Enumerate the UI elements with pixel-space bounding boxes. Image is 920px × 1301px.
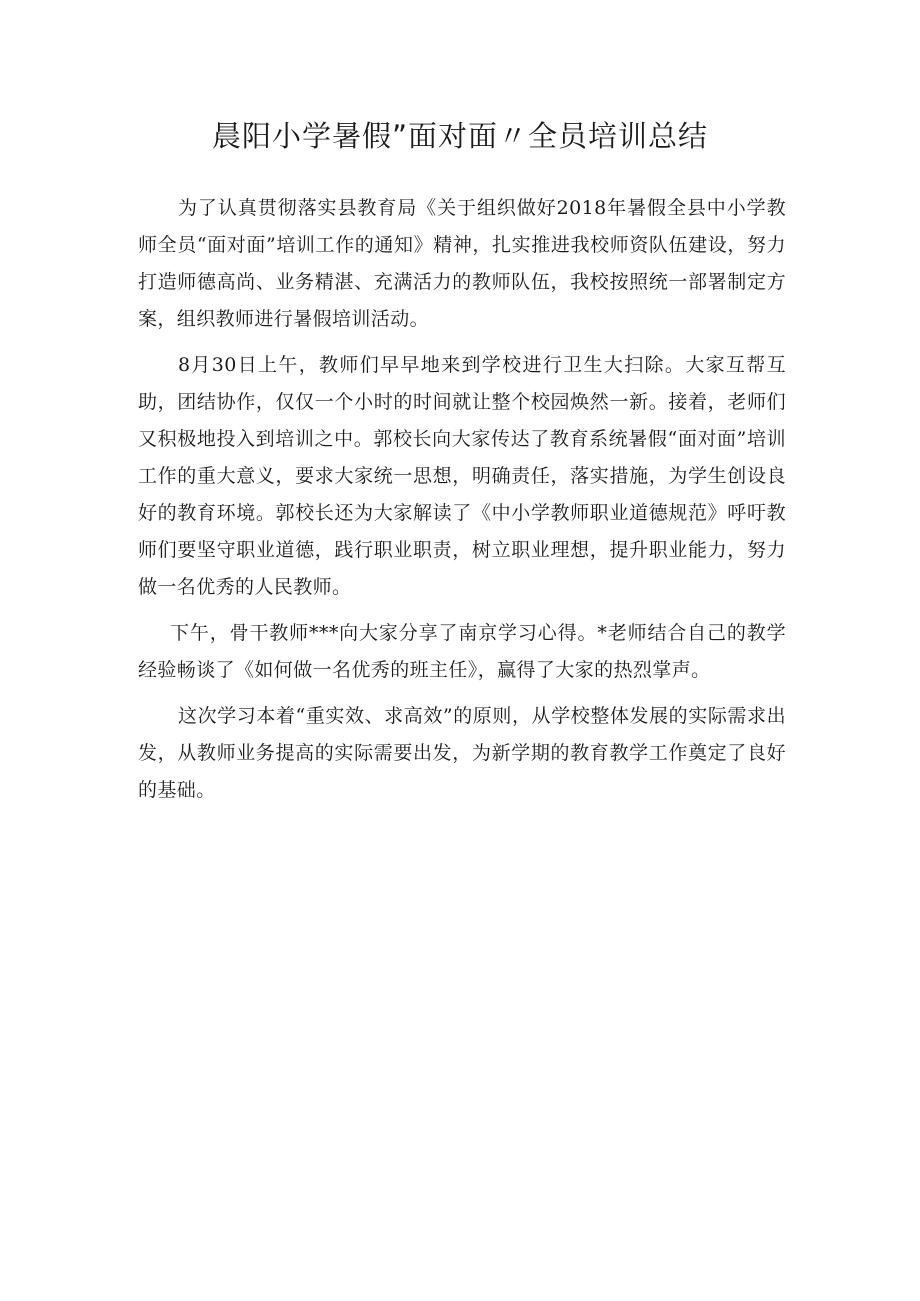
document-title: 晨阳小学暑假”面对面〃全员培训总结: [211, 119, 709, 153]
document-body: [138, 190, 786, 818]
paragraph-afternoon: 下午，骨干教师***向大家分享了南京学习心得。*老师结合自己的教学经验畅谈了《如何做一名优秀的班主任》，赢得了大家的热烈掌声。: [138, 622, 786, 681]
paragraph-conclusion: 这次学习本着“重实效、求高效”的原则，从学校整体发展的实际需求出发，从教师业务提高的实际需要出发，为新学期的教育教学工作奠定了良好的基础。: [138, 705, 786, 801]
paragraph-morning: 8月30日上午，教师们早早地来到学校进行卫生大扫除。大家互帮互助，团结协作，仅仅一个小时的时间就让整个校园焕然一新。接着，老师们又积极地投入到培训之中。郭校长向大家传达了教育系统暑假“面对面”培训工作的重大意义，要求大家统一思想，明确责任，落实措施，为学生创设良好的教育环境。郭校长还为大家解读了《中小学教师职业道德规范》呼吁教师们要坚守职业道德，践行职业职责，树立职业理想，提升职业能力，努力做一名优秀的人民教师。: [138, 354, 786, 598]
paragraph-intro: 为了认真贯彻落实县教育局《关于组织做好2018年暑假全县中小学教师全员“面对面”培训工作的通知》精神，扎实推进我校师资队伍建设，努力打造师德高尚、业务精湛、充满活力的教师队伍，我校按照统一部署制定方案，组织教师进行暑假培训活动。: [138, 197, 786, 330]
